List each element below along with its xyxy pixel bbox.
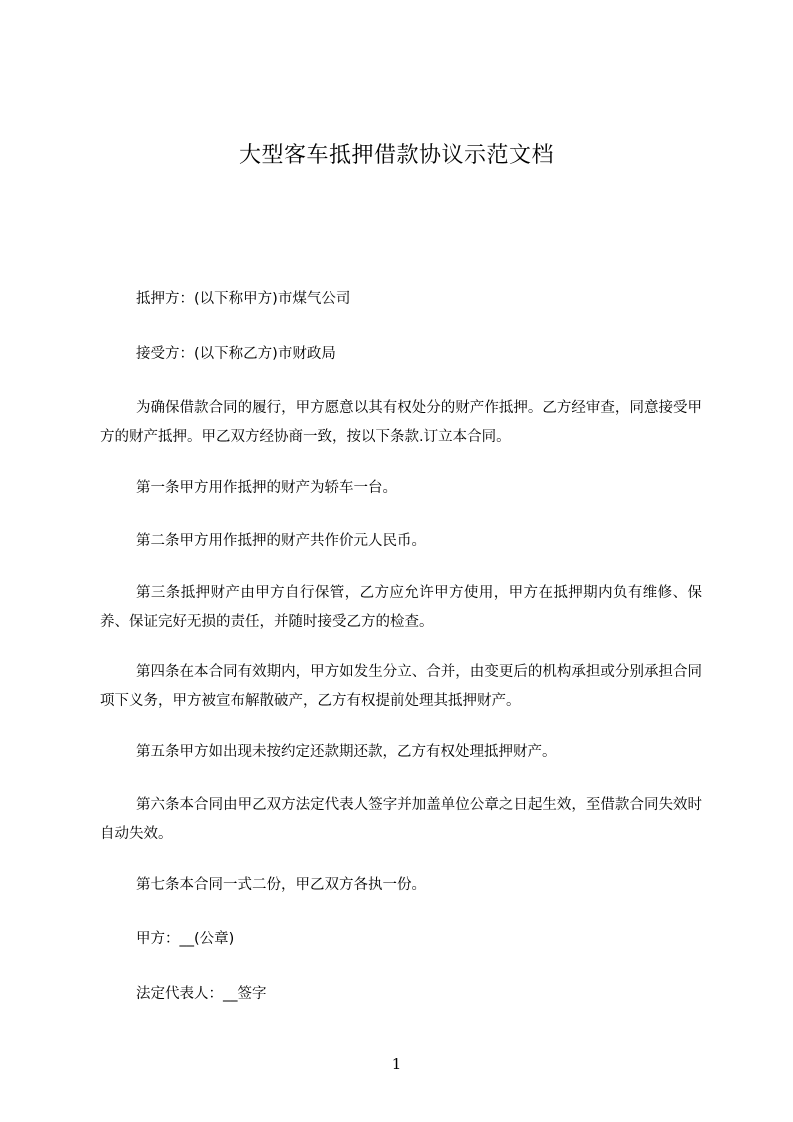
paragraph-article-1: 第一条甲方用作抵押的财产为轿车一台。 — [136, 480, 397, 496]
document-title: 大型客车抵押借款协议示范文档 — [238, 143, 554, 168]
paragraph-article-2: 第二条甲方用作抵押的财产共作价元人民币。 — [136, 533, 426, 549]
paragraph-article-3: 第三条抵押财产由甲方自行保管，乙方应允许甲方使用，甲方在抵押期内负有维修、保养、保证完好无损的责任，并随时接受乙方的检查。 — [100, 585, 702, 630]
paragraph-article-4: 第四条在本合同有效期内，甲方如发生分立、合并，由变更后的机构承担或分别承担合同项下义务，甲方被宣布解散破产，乙方有权提前处理其抵押财产。 — [100, 664, 702, 709]
paragraph-pledgee: 接受方：(以下称乙方)市财政局 — [136, 346, 336, 362]
paragraph-preamble: 为确保借款合同的履行，甲方愿意以其有权处分的财产作抵押。乙方经审查，同意接受甲方的财产抵押。甲乙双方经协商一致，按以下条款.订立本合同。 — [100, 400, 702, 445]
paragraph-legal-representative: 法定代表人：__签字 — [136, 986, 267, 1002]
paragraph-article-7: 第七条本合同一式二份，甲乙双方各执一份。 — [136, 877, 426, 893]
paragraph-article-6: 第六条本合同由甲乙双方法定代表人签字并加盖单位公章之日起生效，至借款合同失效时自动失效。 — [100, 797, 702, 842]
paragraph-pledgor: 抵押方：(以下称甲方)市煤气公司 — [136, 291, 351, 307]
paragraph-party-a-seal: 甲方：__(公章) — [136, 931, 235, 947]
page-number: 1 — [391, 1055, 402, 1073]
paragraph-article-5: 第五条甲方如出现未按约定还款期还款，乙方有权处理抵押财产。 — [136, 744, 557, 760]
